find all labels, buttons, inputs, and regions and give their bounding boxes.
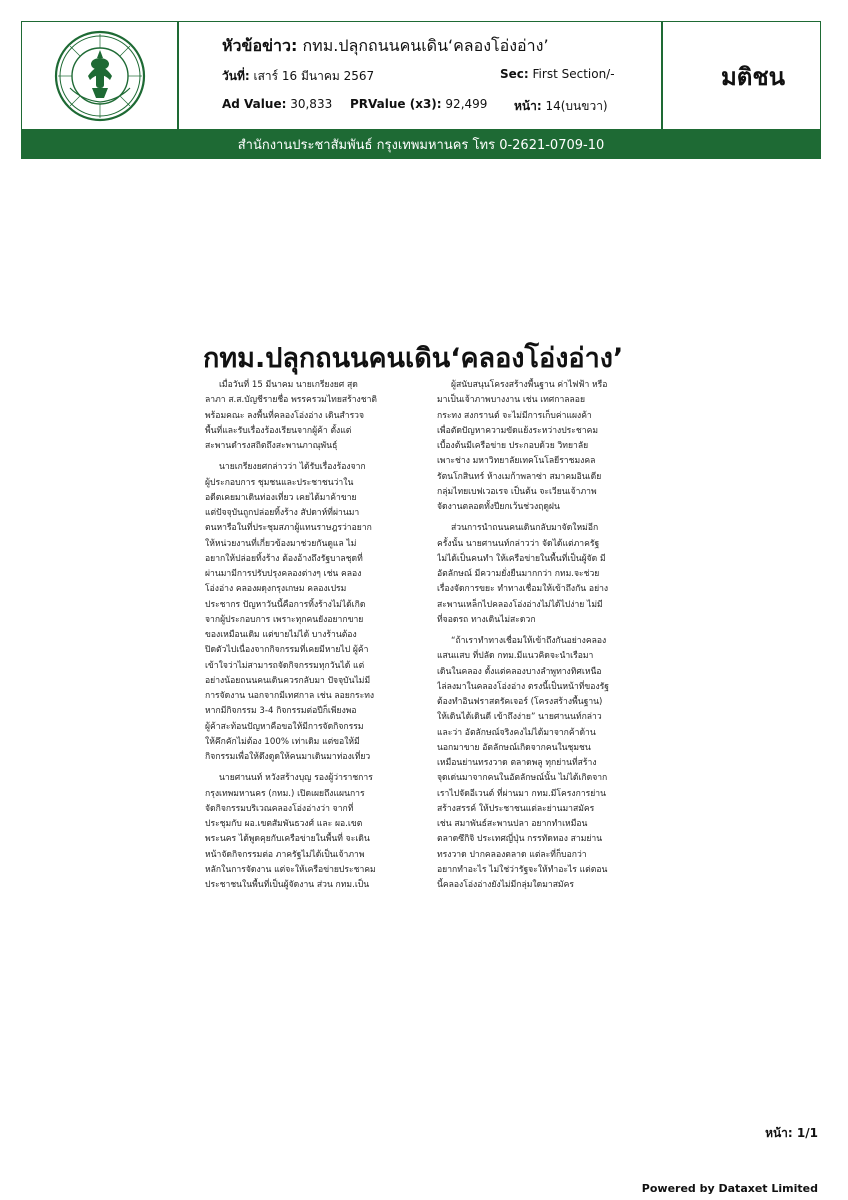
article-line: เมื่อวันที่ 15 มีนาคม นายเกรียงยศ สุด xyxy=(219,380,358,390)
article-line: เช่น สมาพันธ์สะพานปลา อยากทำเหมือน xyxy=(437,819,588,829)
pr-value-label: PRValue (x3): xyxy=(350,97,442,111)
clipping-metadata xyxy=(200,22,684,130)
article-line: รัตนโกสินทร์ ห้างเมก้าพลาซ่า สมาคมอินเดีย xyxy=(437,471,602,482)
article-line: ปิดตัวไปเนื่องจากกิจกรรมที่เคยมีหายไป ผู้ค้า xyxy=(205,645,369,656)
article-line: ไม่ได้เป็นคนทำ ให้เครือข่ายในพื้นที่เป็นผู้จัด มี xyxy=(437,553,606,564)
article-line: ตลาดซึกิจิ ประเทศญี่ปุ่น กรรทัดทอง สามย่าน xyxy=(437,834,603,845)
article-line: โอ่งอ่าง คลองผดุงกรุงเกษม คลองเปรม xyxy=(205,584,347,595)
article-line: ลาภา ส.ส.บัญชีรายชื่อ พรรครวมไทยสร้างชาติ xyxy=(205,395,377,406)
article-line: ทรงวาด ปากคลองตลาด แต่ละที่ก็บอกว่า xyxy=(437,849,587,860)
article-line: จัดงานตลอดทั้งปียกเว้นช่วงฤดูฝน xyxy=(437,502,560,512)
article-line: หากมีกิจกรรม 3-4 กิจกรรมต่อปีก็เพียงพอ xyxy=(205,706,357,717)
headline-label: หัวข้อข่าว: xyxy=(222,36,298,55)
article-line: ผู้สนับสนุนโครงสร้างพื้นฐาน ค่าไฟฟ้า หรือ xyxy=(451,380,608,390)
powered-by-credit: Powered by Dataxet Limited xyxy=(641,1182,818,1195)
article-line: แสนแสบ ที่ปลัด กทม.มีแนวคิดจะนำเรือมา xyxy=(437,651,594,662)
article-line: เข้าใจว่าไม่สามารถจัดกิจกรรมทุกวันได้ แต่ xyxy=(205,660,365,671)
page-value: 14(บนขวา) xyxy=(545,99,608,113)
article-line: หลักในการจัดงาน แต่จะให้เครือข่ายประชาคม xyxy=(205,864,376,875)
article-line: แต่ปัจจุบันถูกปล่อยทิ้งร้าง สัปดาห์ที่ผ่านมา xyxy=(205,508,360,518)
article-line: เรื่องจัดการขยะ ทำทางเชื่อมให้เข้าถึงกัน อย่าง xyxy=(437,584,609,595)
article-line: เบื้องต้นมีเครือข่าย ประกอบด้วย วิทยาลัย xyxy=(437,441,589,451)
header-info-box xyxy=(21,21,821,129)
article-line: ของเหมือนเดิม แต่ขายไม่ได้ บางร้านต้อง xyxy=(205,630,357,640)
article-line: สร้างสรรค์ ให้ประชาชนแต่ละย่านมาสมัคร xyxy=(437,803,595,814)
article-line: นายศานนท์ หวังสร้างบุญ รองผู้ว่าราชการ xyxy=(219,773,373,784)
section-field xyxy=(500,67,615,81)
page-field xyxy=(514,97,608,116)
date-value: เสาร์ 16 มีนาคม 2567 xyxy=(253,69,375,83)
article-line: และว่า อัตลักษณ์จริงคงไม่ได้มาจากค้าด้าน xyxy=(437,727,596,738)
article-line: กระทง สงกรานต์ จะไม่มีการเก็บค่าแผงค้า xyxy=(437,410,592,421)
headline-row xyxy=(222,34,549,59)
article-line: หน้าจัดกิจกรรมต่อ ภาครัฐไม่ได้เป็นเจ้าภาพ xyxy=(205,849,365,860)
article-line: ตนหารือในที่ประชุมสภาผู้แทนราษฎรว่าอยาก xyxy=(205,523,372,534)
article-line: ผ่านมามีการปรับปรุงคลองต่างๆ เช่น คลอง xyxy=(205,569,362,579)
date-label: วันที่: xyxy=(222,69,250,83)
article-line: นอกมาขาย อัตลักษณ์เกิดจากคนในชุมชน xyxy=(437,742,591,753)
article-line: พระนคร ได้พูดคุยกับเครือข่ายในพื้นที่ จะเดิน xyxy=(205,834,370,845)
article-line: ให้คึกคักไม่ต้อง 100% เท่าเดิม แต่ขอให้มี xyxy=(205,736,360,747)
article-line: ประชากร ปัญหาวันนี้คือการทิ้งร้างไม่ได้เกิด xyxy=(205,599,366,610)
article-line: อยากทำอะไร ไม่ใช่ว่ารัฐจะให้ทำอะไร แต่ตอน xyxy=(437,864,608,875)
article-line: พร้อมคณะ ลงพื้นที่คลองโอ่งอ่าง เดินสำรวจ xyxy=(205,410,365,421)
ad-value-label: Ad Value: xyxy=(222,97,287,111)
article-line: สะพานเหล็กไปคลองโอ่งอ่างไม่ได้ไปง่าย ไม่มี xyxy=(437,599,603,610)
article-line: อัตลักษณ์ มีความยั่งยืนมากกว่า กทม.จะช่วย xyxy=(437,569,600,579)
value-row xyxy=(222,97,662,111)
article-line: ประชาชนในพื้นที่เป็นผู้จัดงาน ส่วน กทม.เป็น xyxy=(205,880,370,890)
article-line: ครั้งนั้น นายศานนท์กล่าวว่า จัดได้แต่ภาครัฐ xyxy=(437,538,600,549)
page-number xyxy=(765,1124,818,1143)
article-line: มาเป็นเจ้าภาพบางงาน เช่น เทศกาลลอย xyxy=(437,395,586,406)
pr-value: 92,499 xyxy=(445,97,488,111)
header-divider xyxy=(177,22,179,130)
article-line: กลุ่มไทยเบฟเวอเรจ เป็นต้น จะเวียนเจ้าภาพ xyxy=(437,486,597,497)
article-line: พื้นที่และรับเรื่องร้องเรียนจากผู้ค้า ตั้งแต่ xyxy=(205,425,352,436)
article-line: ส่วนการนำถนนคนเดินกลับมาจัดใหม่อีก xyxy=(451,523,599,534)
publication-name: มติชน xyxy=(720,63,786,91)
article-line: อย่างน้อยถนนคนเดินควรกลับมา ปัจจุบันไม่มี xyxy=(205,675,371,686)
article-line: ให้หน่วยงานที่เกี่ยวข้องมาช่วยกันดูแล ไม่ xyxy=(205,538,357,549)
article-line: เพาะช่าง มหาวิทยาลัยเทคโนโลยีราชมงคล xyxy=(437,456,596,467)
article-line: ที่จอดรถ ทางเดินไม่สะดวก xyxy=(437,614,536,625)
page-label: หน้า: xyxy=(514,99,542,113)
article-line: นายเกรียงยศกล่าวว่า ได้รับเรื่องร้องจาก xyxy=(219,462,366,473)
article-line: การจัดงาน นอกจากมีเทศกาล เช่น ลอยกระทง xyxy=(205,691,375,701)
article-line: ไล่ลงมาในคลองโอ่งอ่าง ตรงนี้เป็นหน้าที่ของรัฐ xyxy=(437,681,610,692)
date-row xyxy=(222,67,662,86)
article-line: เหมือนย่านทรงวาด ตลาดพลู ทุกย่านที่สร้าง xyxy=(437,758,597,768)
article-line: นี้คลองโอ่งอ่างยังไม่มีกลุ่มใดมาสมัคร xyxy=(437,880,574,890)
article-line: ให้เดินได้เดินดี เข้าถึงง่าย” นายศานนท์กล่าว xyxy=(437,712,602,723)
article-column-left xyxy=(205,378,425,893)
article-column-right xyxy=(437,378,657,893)
headline-value: กทม.ปลุกถนนคนเดิน‘คลองโอ่งอ่าง’ xyxy=(302,36,549,55)
section-value: First Section/- xyxy=(532,67,615,81)
clipping-header xyxy=(21,21,821,159)
article-line: จุดเด่นมาจากคนในอัตลักษณ์นั้น ไม่ได้เกิดจาก xyxy=(437,773,608,784)
page-number-label: หน้า: xyxy=(765,1126,793,1140)
article-line: เพื่อตัดปัญหาความขัดแย้งระหว่างประชาคม xyxy=(437,425,598,436)
ad-value: 30,833 xyxy=(290,97,333,111)
article-line: จากผู้ประกอบการ เพราะทุกคนยังอยากขาย xyxy=(205,614,364,625)
article-line: กรุงเทพมหานคร (กทม.) เปิดเผยถึงแผนการ xyxy=(205,788,365,799)
article-line: เดินในคลอง ตั้งแต่คลองบางลำพูทางทิศเหนือ xyxy=(437,666,602,677)
article-line: กิจกรรมเพื่อให้ดึงดูดให้คนมาเดินมาท่องเที่ยว xyxy=(205,752,371,762)
office-contact-bar: สำนักงานประชาสัมพันธ์ กรุงเทพมหานคร โทร 0-2621-0709-10 xyxy=(21,129,821,159)
article-line: ต้องทำอินฟราสตรัคเจอร์ (โครงสร้างพื้นฐาน) xyxy=(437,697,603,707)
pr-value-field xyxy=(350,97,487,111)
article-line: จัดกิจกรรมบริเวณคลองโอ่งอ่างว่า จากที่ xyxy=(205,803,354,814)
bangkok-city-seal-icon xyxy=(52,28,148,124)
article-title: กทม.ปลุกถนนคนเดิน‘คลองโอ่งอ่าง’ xyxy=(203,343,624,374)
article-line: เราไปจัดอีเวนต์ ที่ผ่านมา กทม.มีโครงการย่าน xyxy=(437,788,606,799)
article-line: ผู้ค้าสะท้อนปัญหาคือขอให้มีการจัดกิจกรรม xyxy=(205,721,364,732)
page-number-value: 1/1 xyxy=(796,1126,818,1140)
article-line: ประชุมกับ ผอ.เขตสัมพันธวงศ์ และ ผอ.เขต xyxy=(205,819,363,829)
article-line: ผู้ประกอบการ ชุมชนและประชาชนว่าใน xyxy=(205,477,354,488)
article-line: อยากให้ปล่อยทิ้งร้าง ต้องอ้างถึงรัฐบาลชุดที่ xyxy=(205,553,363,564)
article-line: “ถ้าเราทำทางเชื่อมให้เข้าถึงกันอย่างคลอง xyxy=(451,636,607,646)
section-label: Sec: xyxy=(500,67,529,81)
article-line: อดีตเคยมาเดินท่องเที่ยว เคยได้มาค้าขาย xyxy=(205,492,357,503)
article-line: สะพานดำรงสถิตถึงสะพานภาณุพันธุ์ xyxy=(205,441,338,451)
